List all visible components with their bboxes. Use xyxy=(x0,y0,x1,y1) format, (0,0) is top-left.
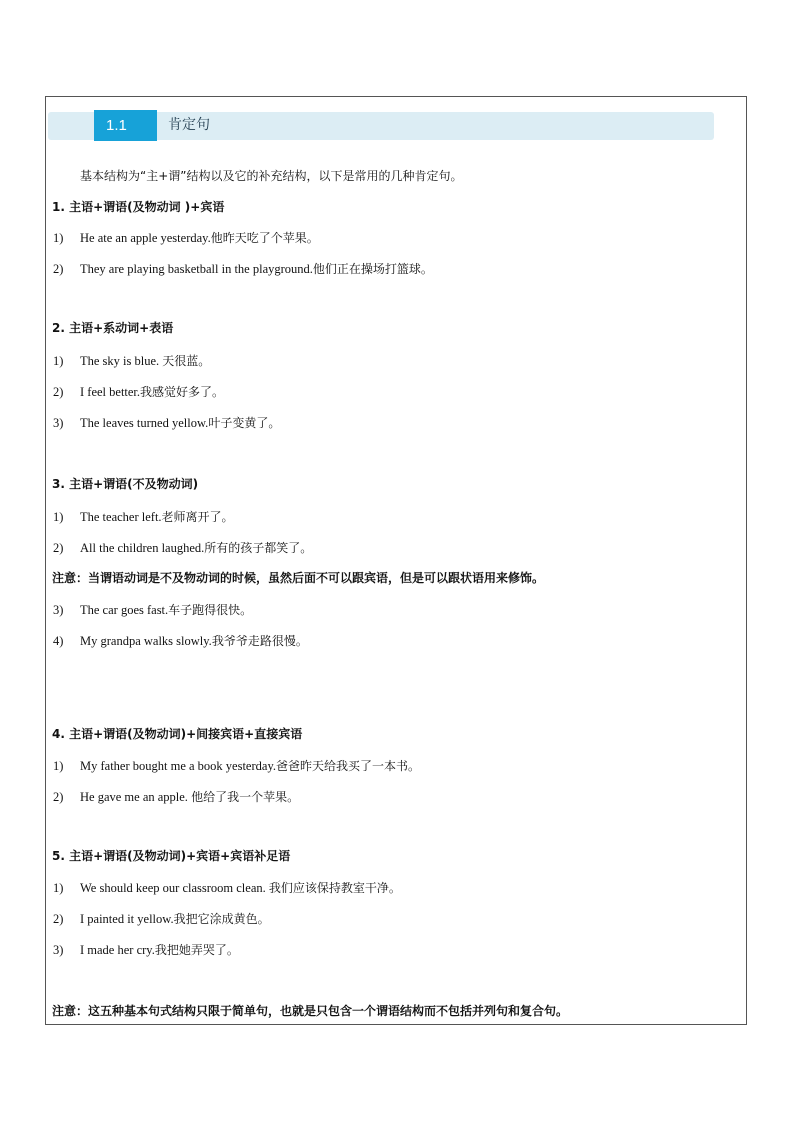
example-number: 3) xyxy=(53,603,64,617)
example-chinese: 叶子变黄了。 xyxy=(208,416,281,430)
example-number: 1) xyxy=(53,354,64,368)
pattern-heading-5: 5. 主语+谓语(及物动词)+宾语+宾语补足语 xyxy=(52,849,291,863)
example-chinese: 我把她弄哭了。 xyxy=(154,943,239,957)
note-intransitive: 注意：当谓语动词是不及物动词的时候，虽然后面不可以跟宾语，但是可以跟状语用来修饰。 xyxy=(52,571,545,585)
example-english: He ate an apple yesterday. xyxy=(80,231,211,245)
example-chinese: 我爷爷走路很慢。 xyxy=(211,634,308,648)
example-english: We should keep our classroom clean. xyxy=(80,881,269,895)
example-sentence xyxy=(80,230,319,246)
pattern-heading-3: 3. 主语+谓语(不及物动词) xyxy=(52,477,199,491)
example-sentence xyxy=(80,942,239,958)
example-sentence xyxy=(80,415,280,431)
example-number: 1) xyxy=(53,510,64,524)
pattern-heading-2: 2. 主语+系动词+表语 xyxy=(52,321,174,335)
example-sentence xyxy=(80,911,270,927)
example-sentence xyxy=(80,789,299,805)
example-sentence xyxy=(80,384,224,400)
example-chinese: 我感觉好多了。 xyxy=(140,385,225,399)
example-english: The car goes fast. xyxy=(80,603,169,617)
example-chinese: 他给了我一个苹果。 xyxy=(191,790,300,804)
pattern-heading-4: 4. 主语+谓语(及物动词)+间接宾语+直接宾语 xyxy=(52,727,303,741)
intro-text: 基本结构为“主+谓”结构以及它的补充结构，以下是常用的几种肯定句。 xyxy=(80,169,463,183)
example-english: They are playing basketball in the playground. xyxy=(80,262,313,276)
example-english: I feel better. xyxy=(80,385,141,399)
example-english: My grandpa walks slowly. xyxy=(80,634,212,648)
example-number: 1) xyxy=(53,881,64,895)
example-chinese: 老师离开了。 xyxy=(161,510,234,524)
example-sentence xyxy=(80,540,312,556)
example-chinese: 他昨天吃了个苹果。 xyxy=(210,231,319,245)
example-number: 2) xyxy=(53,262,64,276)
example-number: 2) xyxy=(53,385,64,399)
example-english: The sky is blue. xyxy=(80,354,163,368)
example-english: I made her cry. xyxy=(80,943,155,957)
example-english: I painted it yellow. xyxy=(80,912,174,926)
pattern-heading-1: 1. 主语+谓语(及物动词 )+宾语 xyxy=(52,200,225,214)
example-sentence xyxy=(80,353,210,369)
example-english: All the children laughed. xyxy=(80,541,205,555)
example-number: 3) xyxy=(53,416,64,430)
example-chinese: 所有的孩子都笑了。 xyxy=(204,541,313,555)
example-english: The leaves turned yellow. xyxy=(80,416,209,430)
example-chinese: 天很蓝。 xyxy=(162,354,211,368)
example-chinese: 我把它涂成黄色。 xyxy=(173,912,270,926)
example-sentence xyxy=(80,633,308,649)
example-chinese: 车子跑得很快。 xyxy=(168,603,253,617)
example-number: 3) xyxy=(53,943,64,957)
example-number: 2) xyxy=(53,912,64,926)
example-chinese: 爸爸昨天给我买了一本书。 xyxy=(276,759,421,773)
example-sentence xyxy=(80,509,234,525)
section-number-badge: 1.1 xyxy=(94,110,157,141)
section-title: 肯定句 xyxy=(168,117,210,133)
example-chinese: 他们正在操场打篮球。 xyxy=(312,262,433,276)
example-sentence xyxy=(80,880,401,896)
example-sentence xyxy=(80,602,252,618)
final-note: 注意：这五种基本句式结构只限于简单句，也就是只包含一个谓语结构而不包括并列句和复合句。 xyxy=(52,1004,569,1018)
example-number: 1) xyxy=(53,759,64,773)
example-number: 2) xyxy=(53,541,64,555)
example-english: My father bought me a book yesterday. xyxy=(80,759,277,773)
example-sentence xyxy=(80,261,433,277)
example-english: He gave me an apple. xyxy=(80,790,192,804)
example-number: 1) xyxy=(53,231,64,245)
example-number: 2) xyxy=(53,790,64,804)
example-chinese: 我们应该保持教室干净。 xyxy=(268,881,401,895)
example-number: 4) xyxy=(53,634,64,648)
example-sentence xyxy=(80,758,420,774)
example-english: The teacher left. xyxy=(80,510,162,524)
